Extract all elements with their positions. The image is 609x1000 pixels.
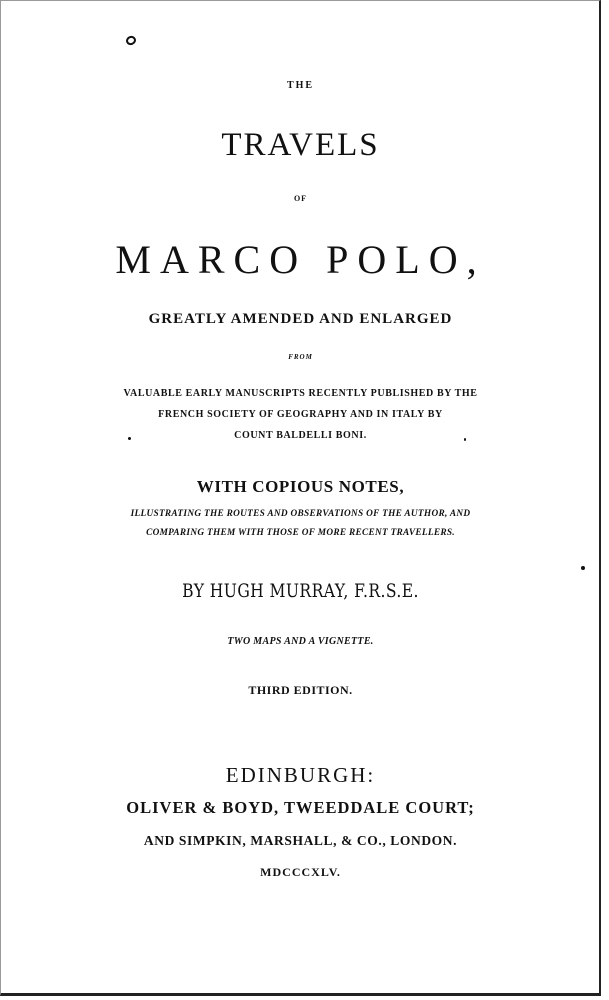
maps-note: TWO MAPS AND A VIGNETTE.	[227, 636, 374, 647]
notes-detail-line: ILLUSTRATING THE ROUTES AND OBSERVATIONS OF THE AUTHOR, AND	[130, 509, 471, 519]
book-title: MARCO POLO,	[115, 237, 486, 282]
imprint-year: MDCCCXLV.	[260, 865, 341, 879]
notes-heading: WITH COPIOUS NOTES,	[196, 477, 405, 496]
edition-note: THIRD EDITION.	[248, 683, 353, 697]
imprint-publisher: OLIVER & BOYD, TWEEDDALE COURT;	[126, 798, 475, 817]
sources-line: FRENCH SOCIETY OF GEOGRAPHY AND IN ITALY BY	[158, 409, 443, 420]
subtitle: GREATLY AMENDED AND ENLARGED	[148, 311, 453, 327]
notes-detail-line: COMPARING THEM WITH THOSE OF MORE RECENT TRAVELLERS.	[146, 528, 455, 538]
imprint-co-publisher: AND SIMPKIN, MARSHALL, & CO., LONDON.	[143, 833, 458, 848]
imprint-city: EDINBURGH:	[225, 763, 376, 787]
sources-line: COUNT BALDELLI BONI.	[234, 430, 367, 441]
title-word-of: OF	[293, 194, 308, 203]
word-from: FROM	[288, 353, 313, 361]
author-line: BY HUGH MURRAY, F.R.S.E.	[182, 580, 419, 602]
sources-line: VALUABLE EARLY MANUSCRIPTS RECENTLY PUBLISHED BY THE	[123, 388, 478, 399]
title-word-travels: TRAVELS	[221, 127, 380, 163]
title-word-the: THE	[286, 80, 315, 91]
ink-speck	[581, 566, 585, 570]
